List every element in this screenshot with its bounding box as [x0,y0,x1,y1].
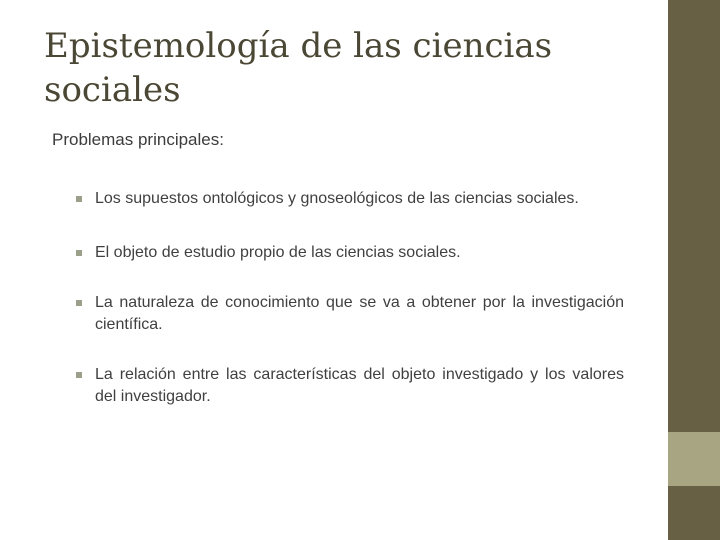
square-bullet-icon [76,196,82,202]
bullet-text: La naturaleza de conocimiento que se va a obtener por la investigación científica. [95,294,624,333]
bullet-text: Los supuestos ontológicos y gnoseológicos de las ciencias sociales. [95,190,579,207]
square-bullet-icon [76,250,82,256]
bullet-list [76,188,624,408]
bullet-item [76,188,624,210]
bullet-item [76,292,624,336]
bullet-text: La relación entre las características del objeto investigado y los valores del investigador. [95,366,624,405]
bullet-text: El objeto de estudio propio de las ciencias sociales. [95,244,461,261]
bullet-item [76,242,624,264]
square-bullet-icon [76,372,82,378]
bullet-item [76,364,624,408]
slide-subtitle: Problemas principales: [52,130,224,149]
sidebar-accent-block [668,432,720,486]
slide-title: Epistemología de las ciencias sociales [44,26,553,110]
square-bullet-icon [76,300,82,306]
